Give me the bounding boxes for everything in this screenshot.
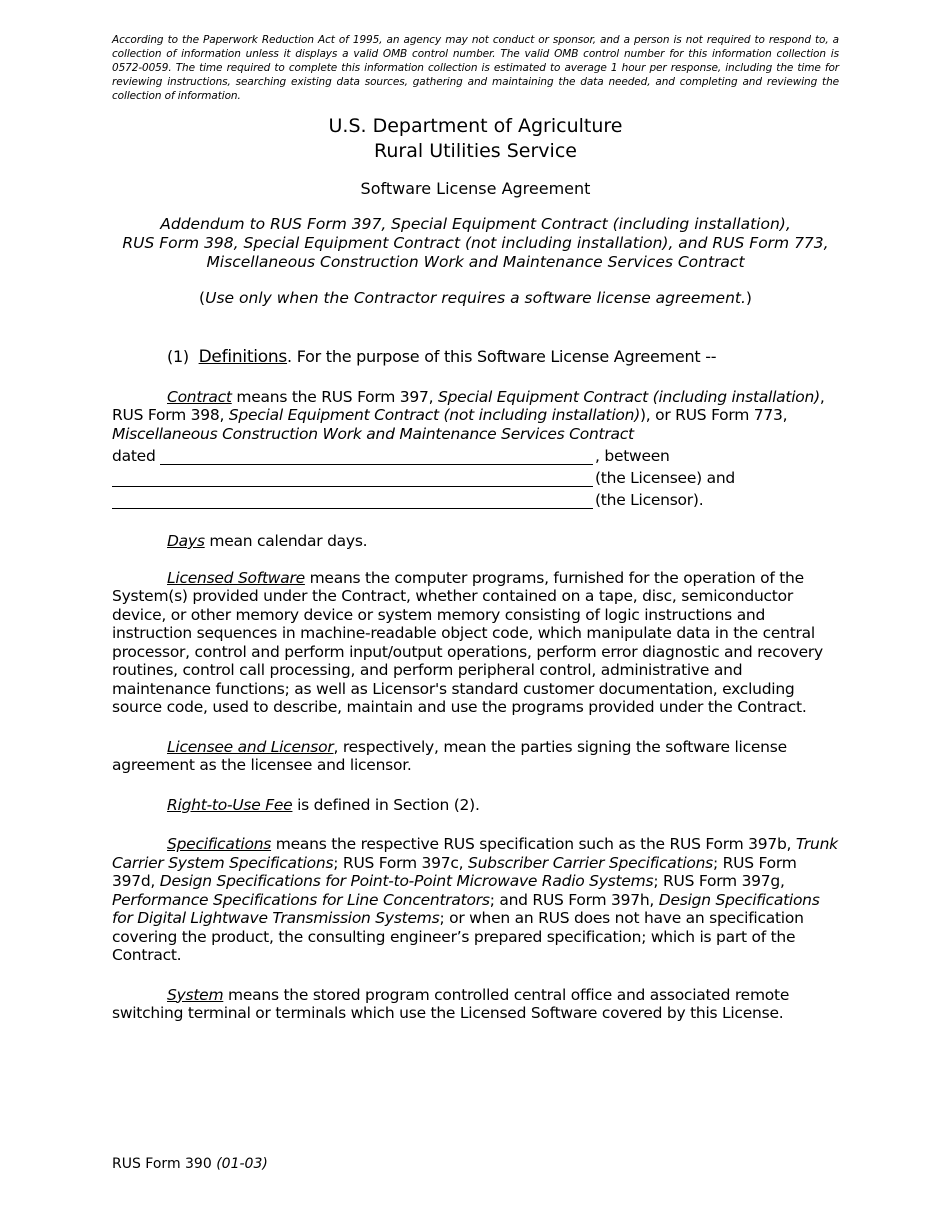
dated-suffix: , between — [595, 446, 670, 465]
definition-term: System — [167, 985, 224, 1004]
addendum-line: Addendum to RUS Form 397, Special Equipment Contract (including installation), — [160, 215, 791, 233]
definition-term: Licensed Software — [167, 568, 305, 587]
definition-right-to-use-fee: Right-to-Use Fee is defined in Section (2). — [167, 795, 480, 814]
section-heading: Definitions — [198, 347, 288, 367]
dated-label: dated — [112, 446, 156, 465]
definition-specifications: Specifications means the respective RUS specification such as the RUS Form 397b, Trunk Carrier System Specifications; RUS Form 397c, Subscriber Carrier Specifications; RUS Form 397d, Design Specifications for Point-to-Point Microwave Radio Systems; RUS Form 397g, Performance Specifications for Line Concentrators; and RUS Form 397h, Design Specifications for Digital Lightwave Transmission Systems; or when an RUS does not have an specification covering the product, the consulting engineer’s prepared specification; which is part of the Contract. — [112, 835, 838, 964]
licensor-field[interactable] — [112, 493, 593, 509]
department-name: U.S. Department of Agriculture — [328, 115, 623, 137]
addendum-line: RUS Form 398, Special Equipment Contract (not including installation), and RUS Form 773, — [122, 234, 829, 252]
licensee-row — [112, 465, 839, 487]
definitions-section — [112, 348, 839, 1023]
licensee-suffix: (the Licensee) and — [595, 468, 736, 487]
definition-term: Right-to-Use Fee — [167, 795, 293, 814]
section-intro: . For the purpose of this Software License Agreement -- — [287, 347, 717, 366]
form-number: RUS Form 390 — [112, 1156, 217, 1172]
dated-row — [112, 443, 839, 465]
licensee-field[interactable] — [112, 471, 593, 487]
dated-field[interactable] — [160, 449, 593, 465]
licensor-row — [112, 487, 839, 509]
definition-contract — [112, 388, 839, 510]
definition-term: Specifications — [167, 835, 272, 853]
definition-text: Contract means the RUS Form 397, Special Equipment Contract (including installation), RUS Form 398, Special Equipment Contract (not including installation)), or RUS Form 773, Miscellaneous Construction Work and Maintenance Services Contract — [112, 387, 825, 443]
usage-note: (Use only when the Contractor requires a software license agreement.) — [199, 289, 752, 307]
form-footer — [112, 1155, 268, 1173]
form-revision: (01-03) — [216, 1156, 268, 1172]
document-page — [112, 33, 839, 1023]
definition-term: Contract — [167, 387, 232, 406]
definition-system: System means the stored program controlled central office and associated remote switching terminal or terminals which use the Licensed Software covered by this License. — [112, 985, 790, 1022]
paperwork-reduction-notice: According to the Paperwork Reduction Act of 1995, an agency may not conduct or sponsor, and a person is not required to respond to, a collection of information unless it displays a valid OMB control number. The valid OMB control number for this information collection is 0572-0059. The time required to complete this information collection is estimated to average 1 hour per response, including the time for reviewing instructions, searching existing data sources, gathering and maintaining the data needed, and completing and reviewing the collection of information. — [112, 34, 839, 102]
addendum-note — [112, 215, 839, 272]
document-title: Software License Agreement — [360, 179, 591, 198]
definition-licensed-software: Licensed Software means the computer programs, furnished for the operation of the System(s) provided under the Contract, whether contained on a tape, disc, semiconductor device, or other memory device or system memory consisting of logic instructions and instruction sequences in machine-readable object code, which manipulate data in the central processor, control and perform input/output operations, perform error diagnostic and recovery routines, control call processing, and perform peripheral control, administrative and maintenance functions; as well as Licensor's standard customer documentation, excluding source code, used to describe, maintain and use the programs provided under the Contract. — [112, 568, 823, 716]
agency-heading — [112, 114, 839, 164]
usage-note-text: Use only when the Contractor requires a software license agreement. — [205, 289, 746, 307]
section-number: (1) — [167, 347, 189, 366]
licensor-suffix: (the Licensor). — [595, 490, 704, 509]
definition-licensee-licensor: Licensee and Licensor, respectively, mean the parties signing the software license agreement as the licensee and licensor. — [112, 737, 787, 774]
definition-days: Days mean calendar days. — [167, 532, 368, 550]
service-name: Rural Utilities Service — [374, 140, 577, 162]
definitions-heading — [112, 348, 839, 367]
addendum-line: Miscellaneous Construction Work and Maintenance Services Contract — [206, 253, 745, 271]
definition-term: Licensee and Licensor — [167, 737, 334, 756]
definition-term: Days — [167, 532, 205, 550]
